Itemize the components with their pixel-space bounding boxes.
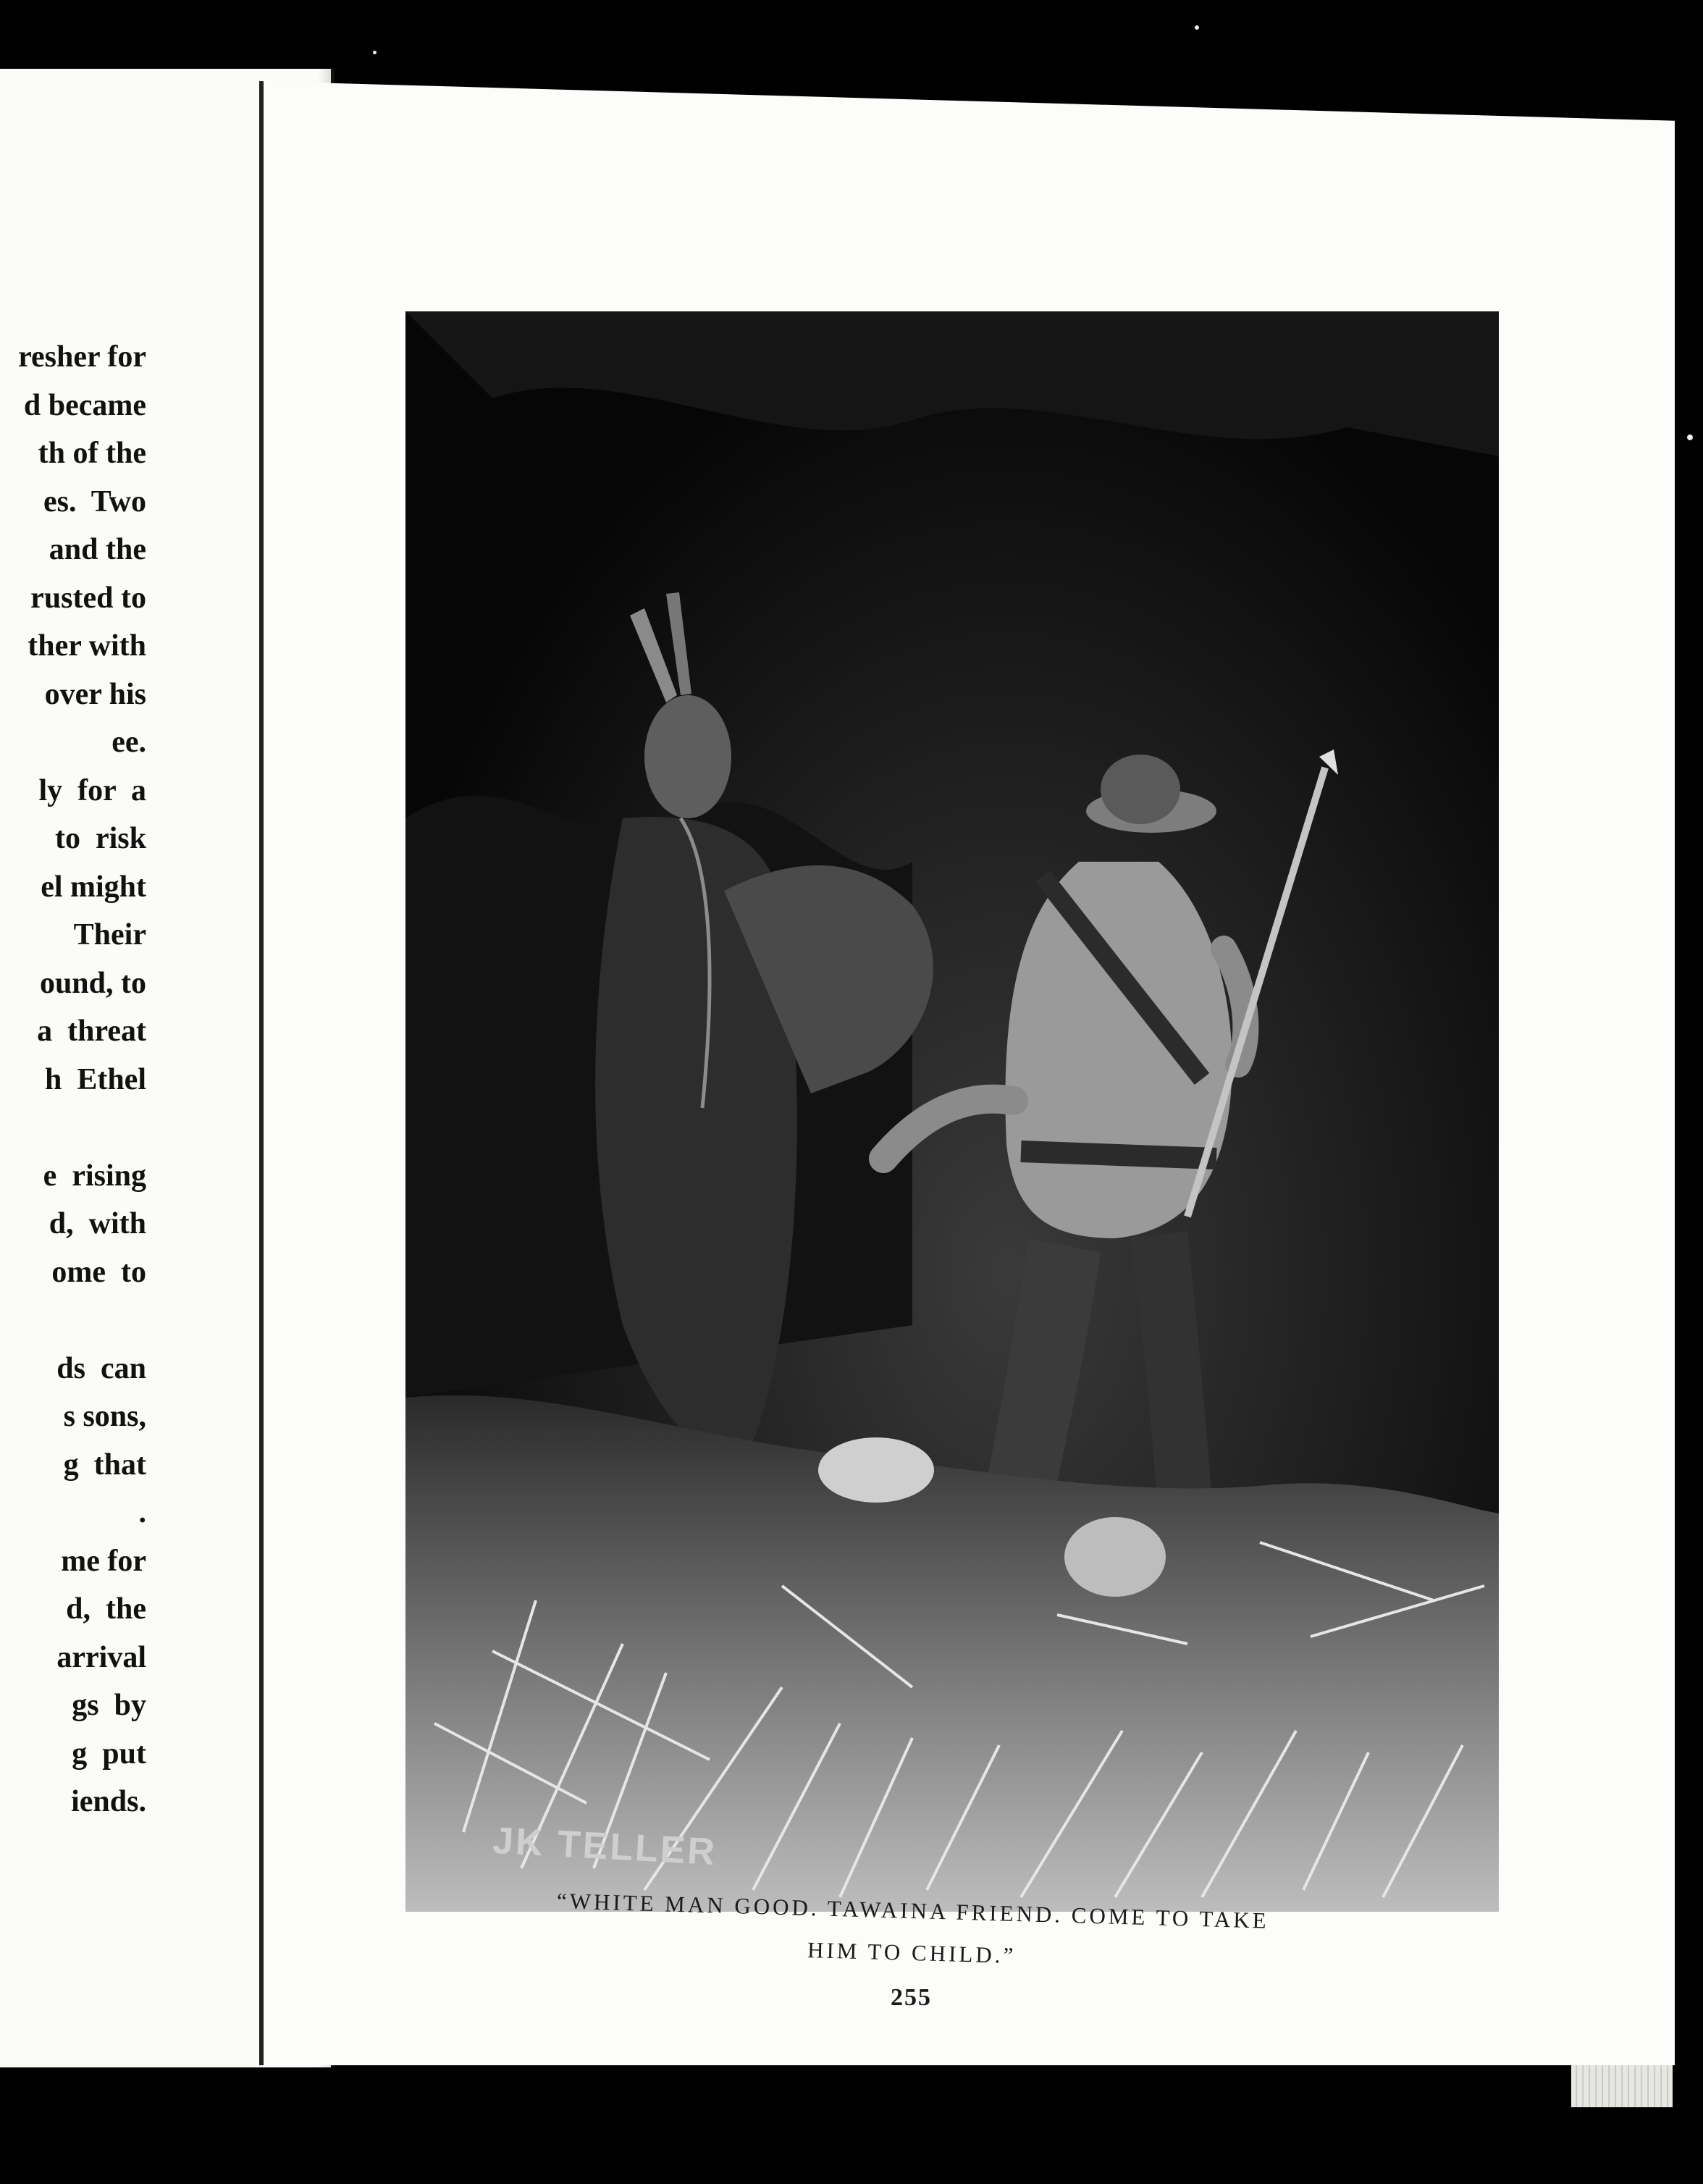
text-line: g put [72, 1736, 146, 1771]
text-line: iends. [71, 1785, 146, 1818]
text-line: d became [23, 388, 146, 422]
left-page-text [18, 333, 146, 1826]
text-line: Their [73, 918, 146, 952]
text-line: e rising [43, 1159, 146, 1193]
text-line: d, the [66, 1592, 146, 1626]
text-line: g that [63, 1448, 146, 1482]
illustration-plate [405, 311, 1499, 1912]
scan-speck [1687, 434, 1693, 440]
text-line: h Ethel [44, 1062, 146, 1096]
scan-speck [1195, 25, 1199, 30]
caption-line-2: HIM TO CHILD.” [807, 1936, 1017, 1969]
text-line: ee. [112, 726, 146, 759]
text-line: ound, to [39, 966, 146, 1000]
text-line: th of the [38, 437, 146, 470]
text-line: ly for a [38, 773, 146, 807]
text-line: to risk [47, 822, 146, 855]
text-line: ome to [51, 1255, 146, 1289]
text-line: el might [41, 870, 146, 904]
text-line: es. Two [43, 484, 146, 518]
text-line: me for [61, 1544, 146, 1578]
text-line [18, 1296, 146, 1345]
artist-signature: JK TELLER [491, 1819, 718, 1874]
text-line: resher for [18, 340, 146, 374]
text-line [18, 1104, 146, 1152]
text-line: ther with [28, 629, 146, 663]
text-line: and the [41, 533, 146, 566]
text-line: arrival [56, 1640, 146, 1674]
text-line: over his [37, 677, 146, 711]
page-number: 255 [891, 1984, 932, 2011]
text-line: s sons, [63, 1400, 146, 1433]
text-line: rusted to [30, 581, 146, 615]
text-line: . [138, 1496, 146, 1529]
scan-speck [373, 51, 377, 54]
text-line: ds can [56, 1351, 146, 1385]
text-line: gs by [72, 1689, 146, 1722]
text-line: d, with [49, 1207, 146, 1240]
caption-line-1: “WHITE MAN GOOD. TAWAINA FRIEND. COME TO TAKE [556, 1888, 1270, 1933]
illustration-drawing [405, 311, 1499, 1912]
text-line: a threat [37, 1015, 146, 1048]
